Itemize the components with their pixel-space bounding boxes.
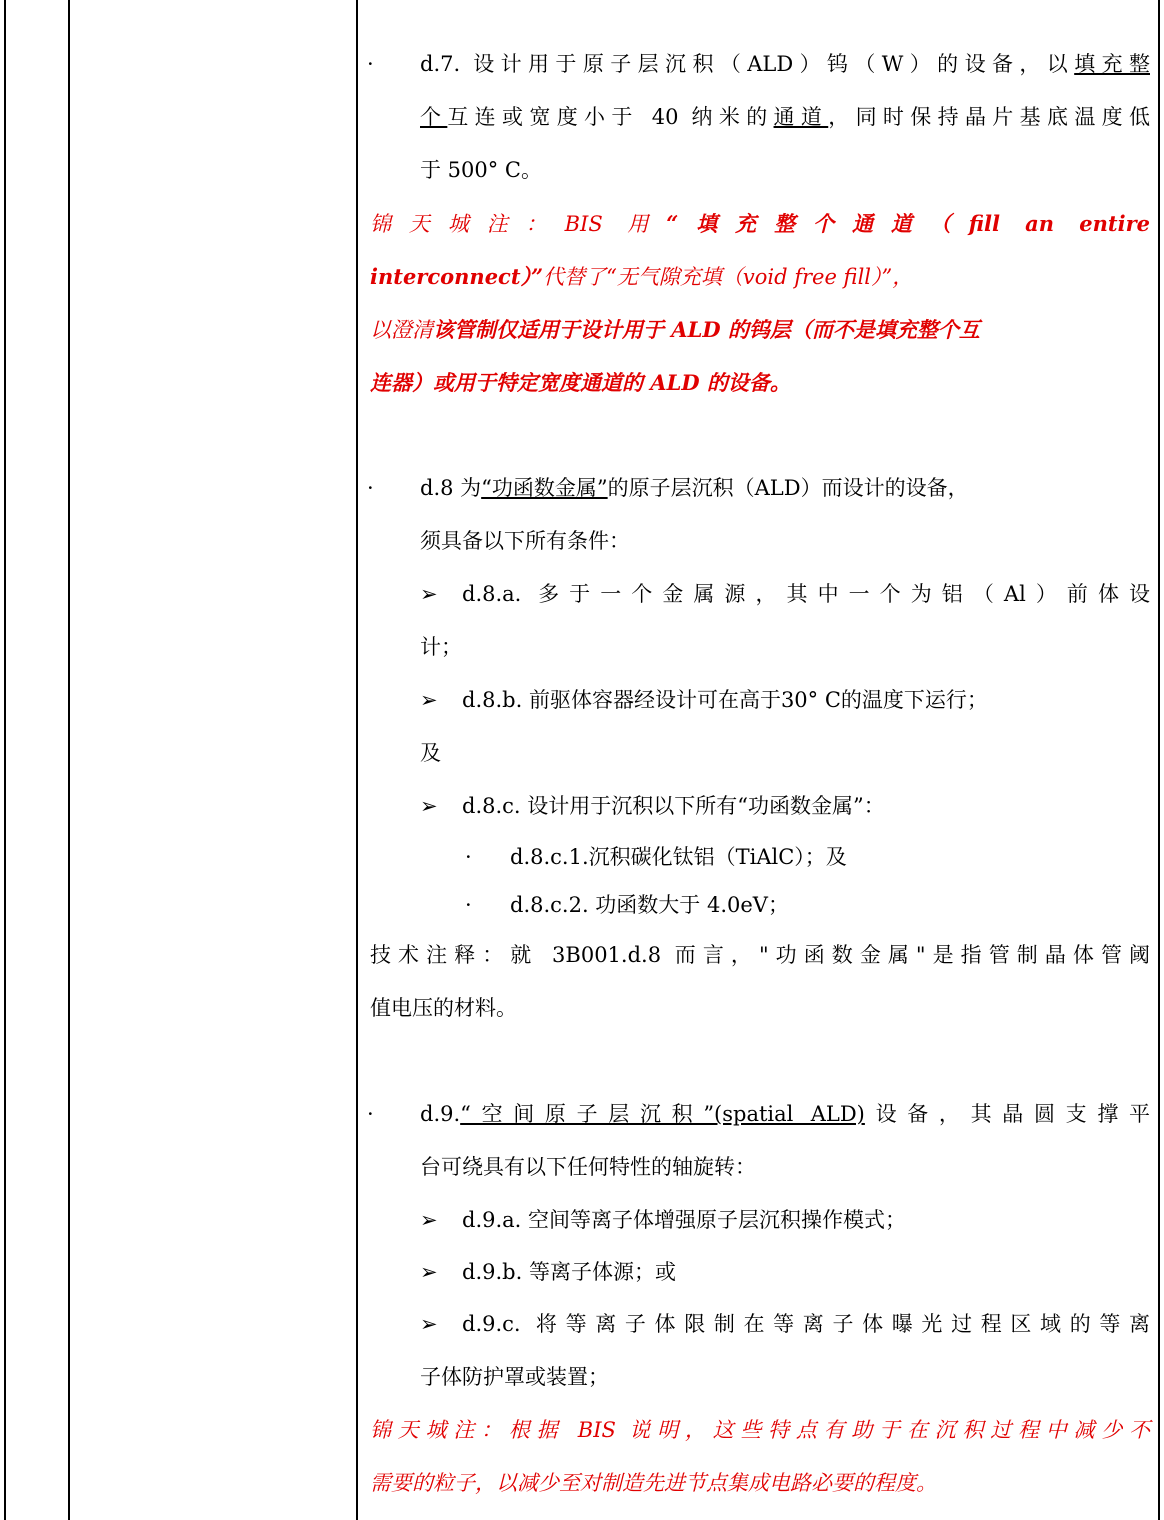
item-d8: · d.8 为“功函数金属”的原子层沉积（ALD）而设计的设备， 须具备以下所有条件： ➢ d.8.a. 多于一个金属源，其中一个为铝（Al）前体设 计； ➢ d.8.b. 前驱体容器经设计可在高于30° C的温度下运行； 及 ➢ d.8.c. 设计用于沉积以下所有“功函数金属”： · d.8.c.1.沉积碳化钛铝（TiAlC）；及 · d.8.c.2. 功函数大于 4.0eV；: [370, 462, 1150, 929]
sub-item-d8a: ➢ d.8.a. 多于一个金属源，其中一个为铝（Al）前体设: [370, 568, 1150, 621]
sub-item-d9a: ➢ d.9.a. 空间等离子体增强原子层沉积操作模式；: [370, 1194, 1150, 1246]
bullet: ·: [367, 52, 374, 76]
arrow-icon: ➢: [420, 582, 438, 606]
item-d9: · d.9.“空间原子层沉积”(spatial ALD)设备，其晶圆支撑平 台可绕具有以下任何特性的轴旋转： ➢ d.9.a. 空间等离子体增强原子层沉积操作模式； ➢ d.9.b. 等离子体源；或 ➢ d.9.c. 将等离子体限制在等离子体曝光过程区域的等离 子体防护罩或装置；: [370, 1088, 1150, 1404]
bullet: ·: [367, 476, 374, 500]
sub-item-d9b: ➢ d.9.b. 等离子体源；或: [370, 1246, 1150, 1298]
annotation-note-1: 锦天城注：BIS 用“填充整个通道（fill an entire interconnect）”代替了“无气隙充填（void free fill）”， 以澄清该管制仅适用于设计用于 ALD 的钨层（而不是填充整个互 连器）或用于特定宽度通道的 ALD 的设备。: [370, 211, 1150, 395]
table-cell-content: [367, 38, 1151, 1510]
table-border-left: [4, 0, 6, 1520]
arrow-icon: ➢: [420, 1260, 438, 1284]
sub-sub-item-d8c1: · d.8.c.1.沉积碳化钛铝（TiAlC）；及: [370, 833, 1150, 881]
table-border-col2: [68, 0, 70, 1520]
bullet: ·: [465, 845, 472, 869]
sub-item-d8b: ➢ d.8.b. 前驱体容器经设计可在高于30° C的温度下运行；: [370, 674, 1150, 727]
sub-sub-item-d8c2: · d.8.c.2. 功函数大于 4.0eV；: [370, 881, 1150, 929]
table-border-right: [1158, 0, 1160, 1520]
sub-item-d9c: ➢ d.9.c. 将等离子体限制在等离子体曝光过程区域的等离: [370, 1298, 1150, 1351]
arrow-icon: ➢: [420, 1312, 438, 1336]
arrow-icon: ➢: [420, 1208, 438, 1232]
bullet: ·: [367, 1102, 374, 1126]
arrow-icon: ➢: [420, 688, 438, 712]
technical-note: 技术注释：就 3B001.d.8 而言，"功函数金属"是指管制晶体管阈 值电压的材料。: [370, 943, 1150, 1020]
table-border-col3: [356, 0, 358, 1520]
bullet: ·: [465, 893, 472, 917]
annotation-note-2: 锦天城注：根据 BIS 说明，这些特点有助于在沉积过程中减少不 需要的粒子，以减少至对制造先进节点集成电路必要的程度。: [370, 1418, 1150, 1495]
sub-item-d8c: ➢ d.8.c. 设计用于沉积以下所有“功函数金属”：: [370, 780, 1150, 833]
arrow-icon: ➢: [420, 794, 438, 818]
item-d7: · d.7. 设计用于原子层沉积（ALD）钨（W）的设备，以填充整 个互连或宽度小于 40 纳米的通道，同时保持晶片基底温度低 于 500° C。: [370, 38, 1150, 197]
